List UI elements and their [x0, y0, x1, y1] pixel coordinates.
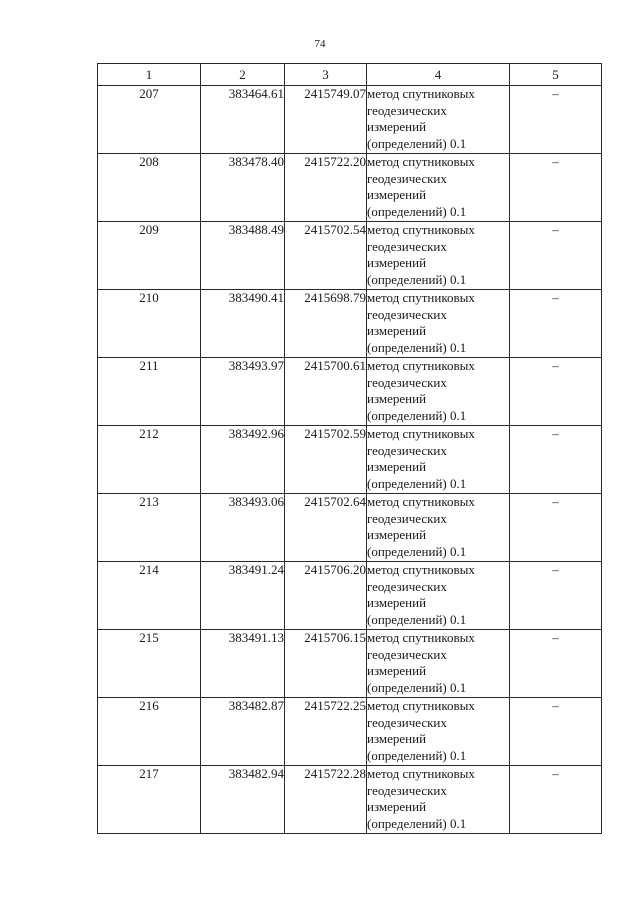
method-line-4: (определений) 0.1: [367, 203, 467, 219]
point-number-cell: 210: [98, 290, 201, 358]
method-line-3: измерений: [367, 323, 427, 338]
method-line-4: (определений) 0.1: [367, 815, 467, 831]
header-col-1: 1: [98, 64, 201, 86]
method-cell: [367, 562, 510, 630]
method-line-2: геодезических: [367, 442, 447, 458]
note-cell: –: [510, 358, 602, 426]
table-row: [98, 630, 602, 698]
method-line-3: измерений: [367, 255, 427, 270]
method-line-2: геодезических: [367, 714, 447, 730]
y-coordinate-cell: 2415702.54: [285, 222, 367, 290]
method-line-1: метод спутниковых: [367, 86, 475, 101]
y-coordinate-cell: 2415722.25: [285, 698, 367, 766]
method-cell: [367, 766, 510, 834]
x-coordinate-cell: 383491.24: [201, 562, 285, 630]
point-number-cell: 212: [98, 426, 201, 494]
method-line-4: (определений) 0.1: [367, 271, 467, 287]
method-line-1: метод спутниковых: [367, 698, 475, 713]
note-cell: –: [510, 698, 602, 766]
method-line-3: измерений: [367, 187, 427, 202]
y-coordinate-cell: 2415698.79: [285, 290, 367, 358]
note-cell: –: [510, 426, 602, 494]
method-line-3: измерений: [367, 391, 427, 406]
x-coordinate-cell: 383493.06: [201, 494, 285, 562]
table-row: [98, 358, 602, 426]
header-col-4: 4: [367, 64, 510, 86]
method-line-2: геодезических: [367, 782, 447, 798]
page-number: 74: [314, 38, 326, 50]
point-number-cell: 209: [98, 222, 201, 290]
table-body: [98, 86, 602, 834]
method-line-3: измерений: [367, 663, 427, 678]
table-row: [98, 222, 602, 290]
method-line-1: метод спутниковых: [367, 562, 475, 577]
y-coordinate-cell: 2415722.20: [285, 154, 367, 222]
method-cell: [367, 698, 510, 766]
method-line-1: метод спутниковых: [367, 766, 475, 781]
method-line-3: измерений: [367, 459, 427, 474]
note-cell: –: [510, 154, 602, 222]
method-line-1: метод спутниковых: [367, 426, 475, 441]
table-row: [98, 698, 602, 766]
x-coordinate-cell: 383491.13: [201, 630, 285, 698]
y-coordinate-cell: 2415700.61: [285, 358, 367, 426]
method-line-3: измерений: [367, 799, 427, 814]
method-line-1: метод спутниковых: [367, 154, 475, 169]
method-line-2: геодезических: [367, 510, 447, 526]
method-line-1: метод спутниковых: [367, 494, 475, 509]
y-coordinate-cell: 2415702.59: [285, 426, 367, 494]
table-row: [98, 290, 602, 358]
method-line-2: геодезических: [367, 170, 447, 186]
header-col-3: 3: [285, 64, 367, 86]
y-coordinate-cell: 2415702.64: [285, 494, 367, 562]
x-coordinate-cell: 383488.49: [201, 222, 285, 290]
method-line-2: геодезических: [367, 374, 447, 390]
x-coordinate-cell: 383493.97: [201, 358, 285, 426]
point-number-cell: 207: [98, 86, 201, 154]
table-row: [98, 426, 602, 494]
method-line-4: (определений) 0.1: [367, 339, 467, 355]
method-cell: [367, 290, 510, 358]
coordinates-table: [97, 63, 602, 834]
method-line-4: (определений) 0.1: [367, 611, 467, 627]
method-line-4: (определений) 0.1: [367, 475, 467, 491]
method-line-3: измерений: [367, 527, 427, 542]
point-number-cell: 211: [98, 358, 201, 426]
note-cell: –: [510, 766, 602, 834]
y-coordinate-cell: 2415749.07: [285, 86, 367, 154]
method-line-1: метод спутниковых: [367, 630, 475, 645]
note-cell: –: [510, 86, 602, 154]
method-line-2: геодезических: [367, 306, 447, 322]
method-line-4: (определений) 0.1: [367, 747, 467, 763]
header-col-2: 2: [201, 64, 285, 86]
x-coordinate-cell: 383478.40: [201, 154, 285, 222]
table-row: [98, 86, 602, 154]
x-coordinate-cell: 383482.87: [201, 698, 285, 766]
table-header-row: [98, 64, 602, 86]
point-number-cell: 217: [98, 766, 201, 834]
y-coordinate-cell: 2415722.28: [285, 766, 367, 834]
note-cell: –: [510, 630, 602, 698]
method-line-1: метод спутниковых: [367, 358, 475, 373]
method-cell: [367, 426, 510, 494]
table-row: [98, 562, 602, 630]
x-coordinate-cell: 383492.96: [201, 426, 285, 494]
method-cell: [367, 494, 510, 562]
point-number-cell: 213: [98, 494, 201, 562]
table-row: [98, 766, 602, 834]
method-cell: [367, 630, 510, 698]
y-coordinate-cell: 2415706.15: [285, 630, 367, 698]
x-coordinate-cell: 383482.94: [201, 766, 285, 834]
table-row: [98, 154, 602, 222]
method-line-4: (определений) 0.1: [367, 135, 467, 151]
method-line-2: геодезических: [367, 102, 447, 118]
method-line-1: метод спутниковых: [367, 290, 475, 305]
x-coordinate-cell: 383464.61: [201, 86, 285, 154]
method-line-2: геодезических: [367, 238, 447, 254]
method-cell: [367, 86, 510, 154]
point-number-cell: 214: [98, 562, 201, 630]
method-line-2: геодезических: [367, 578, 447, 594]
note-cell: –: [510, 494, 602, 562]
point-number-cell: 215: [98, 630, 201, 698]
method-line-3: измерений: [367, 731, 427, 746]
y-coordinate-cell: 2415706.20: [285, 562, 367, 630]
method-line-4: (определений) 0.1: [367, 407, 467, 423]
method-line-4: (определений) 0.1: [367, 679, 467, 695]
method-cell: [367, 154, 510, 222]
note-cell: –: [510, 290, 602, 358]
x-coordinate-cell: 383490.41: [201, 290, 285, 358]
method-cell: [367, 358, 510, 426]
note-cell: –: [510, 222, 602, 290]
point-number-cell: 208: [98, 154, 201, 222]
table-row: [98, 494, 602, 562]
method-cell: [367, 222, 510, 290]
note-cell: –: [510, 562, 602, 630]
method-line-4: (определений) 0.1: [367, 543, 467, 559]
header-col-5: 5: [510, 64, 602, 86]
method-line-3: измерений: [367, 119, 427, 134]
method-line-1: метод спутниковых: [367, 222, 475, 237]
method-line-3: измерений: [367, 595, 427, 610]
point-number-cell: 216: [98, 698, 201, 766]
method-line-2: геодезических: [367, 646, 447, 662]
